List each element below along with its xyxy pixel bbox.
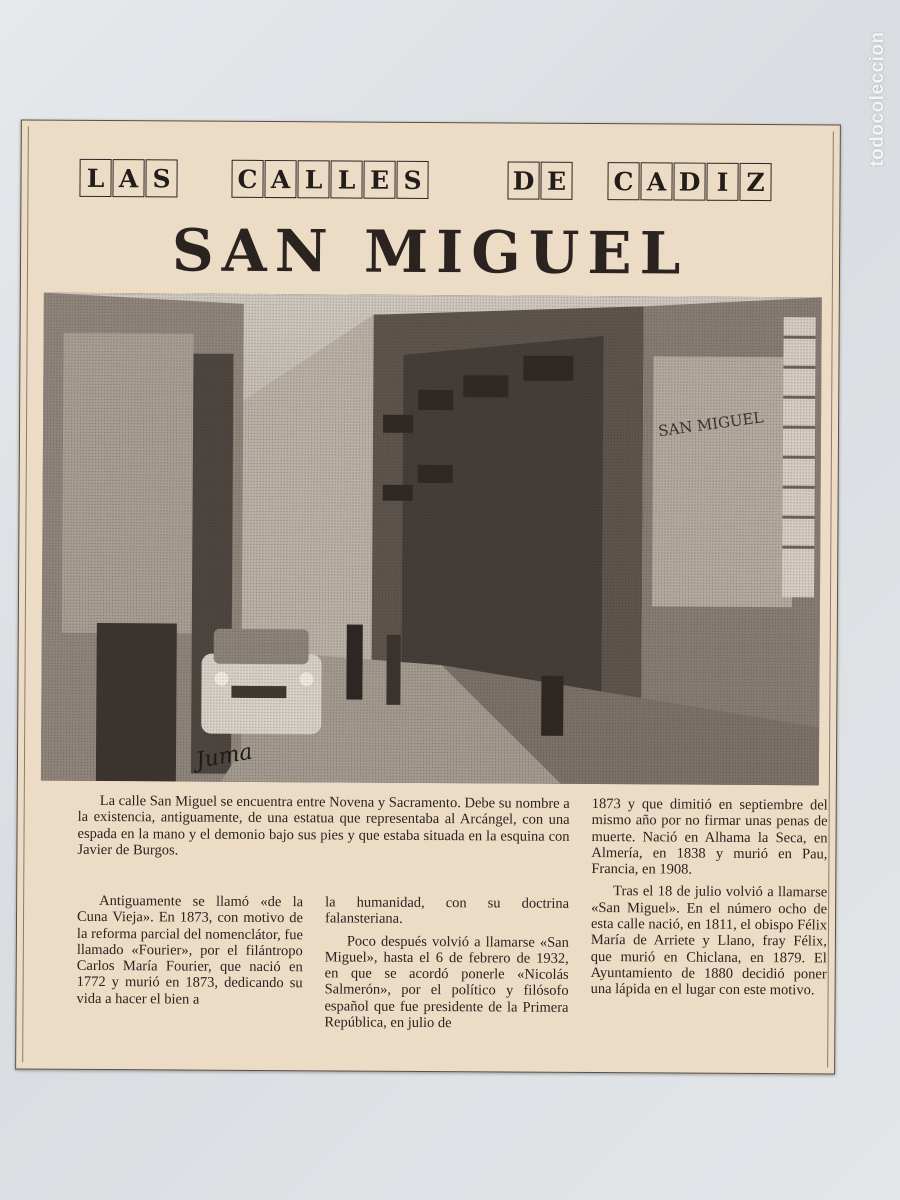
kicker-word — [507, 161, 573, 199]
kicker-word — [607, 162, 772, 201]
watermark — [864, 14, 892, 184]
article-column-2 — [324, 894, 569, 1038]
kicker-letter: E — [363, 161, 395, 199]
article-column-1 — [76, 893, 303, 1014]
photographer-signature: Juma — [194, 739, 255, 774]
street-photo-image — [41, 293, 822, 786]
article-paragraph: Tras el 18 de julio volvió a llamarse «San Miguel». En el número ocho de esta calle nació, en 1811, el obispo Félix María de Arriete y Llano, fray Félix, que murió en Chiclana, en 1879. El Ayuntamiento de 1880 decidió poner una lápida en el lugar con este motivo. — [590, 883, 828, 999]
kicker-letter: L — [330, 160, 362, 198]
kicker-letter: A — [112, 159, 144, 197]
kicker-letter: L — [79, 159, 111, 197]
kicker-word — [231, 160, 429, 199]
kicker-letter: D — [673, 162, 705, 200]
caption-paragraph: La calle San Miguel se encuentra entre Novena y Sacramento. Debe su nombre a la existencia, antiguamente, de una estatua que representaba al Arcángel, con una espada en la mano y el demonio bajo sus pies y que estaba situada en la esquina con Javier de Burgos. — [77, 792, 570, 859]
article-paragraph: la humanidad, con su doctrina falansteriana. — [324, 894, 570, 928]
photo-caption — [77, 793, 569, 867]
kicker-letter: A — [640, 162, 672, 200]
kicker-word — [79, 159, 178, 198]
kicker-letter: D — [507, 161, 539, 199]
kicker-title — [79, 159, 799, 205]
watermark-text: todocoleccion — [867, 31, 888, 167]
kicker-letter: S — [145, 159, 177, 197]
kicker-letter: Z — [739, 163, 771, 201]
newspaper-clipping — [15, 120, 841, 1075]
article-paragraph: Antiguamente se llamó «de la Cuna Vieja». En 1873, con motivo de la reforma parcial del nomenclátor, fue llamado «Fourier», por el filántropo Carlos María Fourier, que nació en 1772 y murió en 1873, dedicando su vida a hacer el bien a — [76, 892, 304, 1008]
article-paragraph: Poco después volvió a llamarse «San Miguel», hasta el 6 de febrero de 1932, en que se acordó ponerle «Nicolás Salmerón», por el político y filósofo español que fue presidente de la Primera República, en julio de — [324, 933, 569, 1032]
kicker-letter: A — [264, 160, 296, 198]
article-column-3 — [591, 796, 828, 1005]
article-paragraph: 1873 y que dimitió en septiembre del mismo año por no firmar unas penas de muerte. Nació en Alhama la Seca, en Almería, en 1838 y murió en Pau, Francia, en 1908. — [591, 796, 828, 878]
kicker-letter: C — [231, 160, 263, 198]
headline: SAN MIGUEL — [171, 216, 689, 288]
kicker-letter: L — [297, 160, 329, 198]
street-photo — [41, 293, 822, 786]
kicker-letter: I — [706, 163, 738, 201]
kicker-letter: E — [540, 162, 572, 200]
kicker-letter: C — [607, 162, 639, 200]
kicker-letter: S — [396, 161, 428, 199]
